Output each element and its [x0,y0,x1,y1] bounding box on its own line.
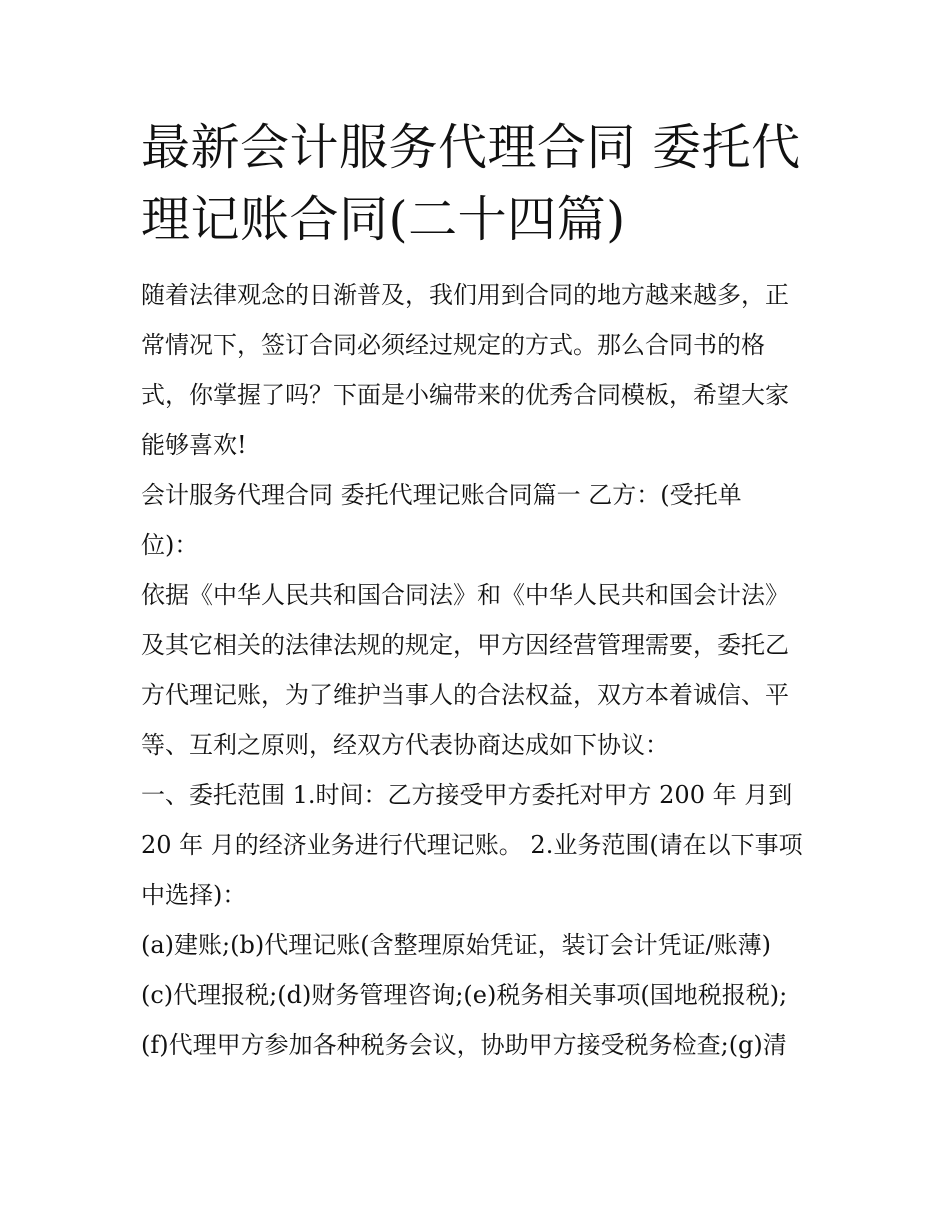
services-list-paragraph: (a)建账;(b)代理记账(含整理原始凭证，装订会计凭证/账薄) (c)代理报税;(d)财务管理咨询;(e)税务相关事项(国地税报税); (f)代理甲方参加各种税务会议，协助甲方接受税务检查;(g)清 [141,931,788,1059]
document-page [141,112,821,1070]
basis-paragraph: 依据《中华人民共和国合同法》和《中华人民共和国会计法》 及其它相关的法律法规的规定，甲方因经营管理需要，委托乙 方代理记账，为了维护当事人的合法权益，双方本着诚信、平 等、互利之原则，经双方代表协商达成如下协议： [141,581,789,759]
scope-paragraph: 一、委托范围 1.时间：乙方接受甲方委托对甲方 200 年 月到 20 年 月的经济业务进行代理记账。 2.业务范围(请在以下事项 中选择)： [141,781,803,909]
intro-paragraph: 随着法律观念的日渐普及，我们用到合同的地方越来越多，正 常情况下，签订合同必须经过规定的方式。那么合同书的格 式，你掌握了吗？下面是小编带来的优秀合同模板，希望大家 能够喜欢! [141,281,789,459]
document-body [141,270,821,1070]
document-title: 最新会计服务代理合同 委托代 理记账合同(二十四篇) [141,119,801,248]
contract-heading-paragraph: 会计服务代理合同 委托代理记账合同篇一 乙方：(受托单 位)： [141,481,742,559]
